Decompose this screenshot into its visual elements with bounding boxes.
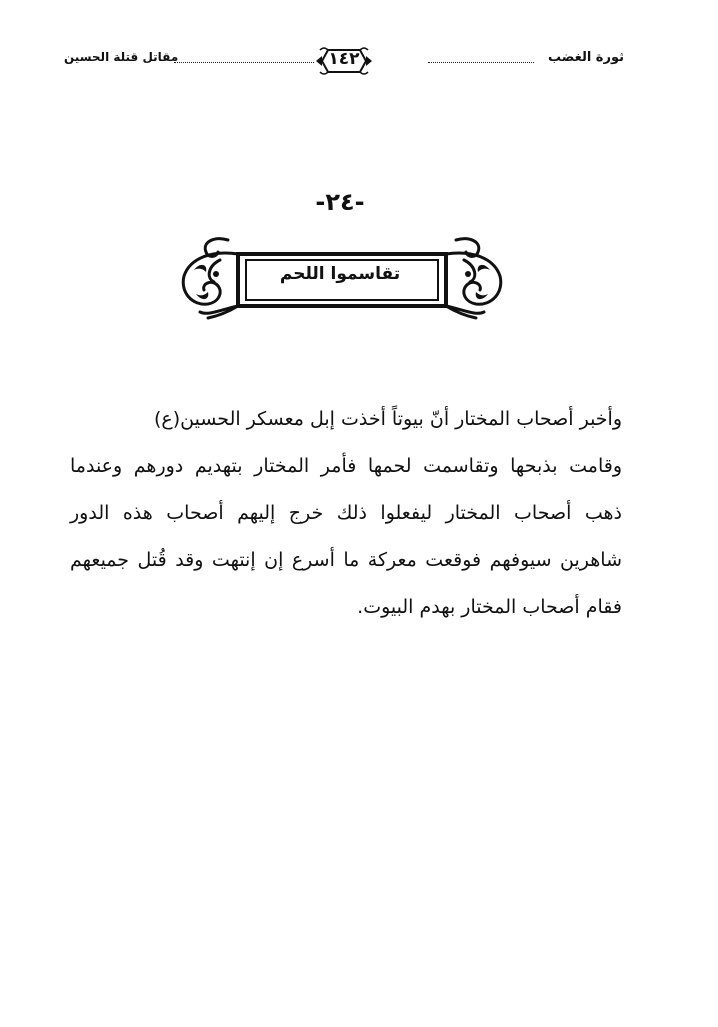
body-line: شاهرين سيوفهم فوقعت معركة ما أسرع إن إنتهت وقد قُتل جميعهم	[70, 549, 622, 571]
dotted-leader-right	[428, 62, 534, 63]
book-title: ثورة الغضب	[548, 50, 624, 65]
body-line: وأخبر أصحاب المختار أنّ بيوتاً أخذت إبل معسكر الحسين(ع)	[154, 408, 622, 430]
dotted-leader-left	[174, 62, 314, 63]
body-line: ذهب أصحاب المختار ليفعلوا ذلك خرج إليهم أصحاب هذه الدور	[70, 502, 622, 524]
section-title: مقاتل قتلة الحسين	[64, 50, 179, 64]
page-number: ١٤٢	[328, 49, 360, 69]
body-line: وقامت بذبحها وتقاسمت لحمها فأمر المختار بتهديم دورهم وعندما	[70, 455, 622, 477]
body-paragraph	[70, 396, 622, 631]
chapter-number: -٢٤-	[315, 188, 365, 216]
page-number-frame	[314, 44, 374, 78]
running-head	[62, 44, 626, 78]
body-line: فقام أصحاب المختار بهدم البيوت.	[357, 596, 622, 618]
chapter-title: تقاسموا اللحم	[279, 264, 401, 284]
